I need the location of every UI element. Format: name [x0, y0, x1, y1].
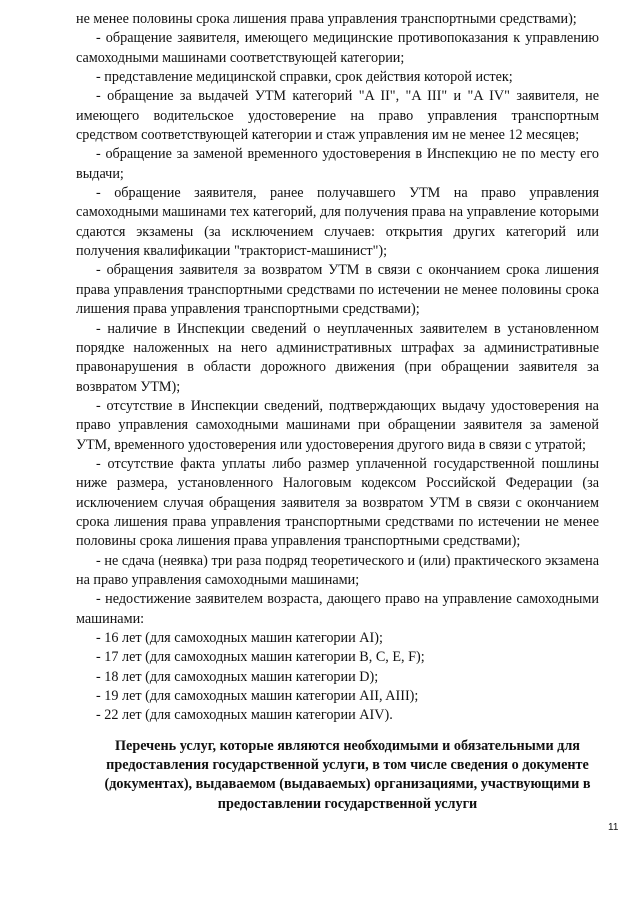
paragraph-medical-contraindications: - обращение заявителя, имеющего медицинские противопоказания к управлению самоходными машинами соответствующей категории; [76, 30, 599, 66]
paragraph-exam-failure: - не сдача (неявка) три раза подряд теоретического и (или) практического экзамена на право управления самоходными машинами; [76, 552, 599, 588]
paragraph-temporary-certificate: - обращение за заменой временного удостоверения в Инспекцию не по месту его выдачи; [76, 146, 599, 182]
page-number: 11 [608, 822, 619, 833]
body-text [76, 10, 599, 726]
age-item-ai: - 16 лет (для самоходных машин категории AI); [96, 630, 383, 646]
age-item-d: - 18 лет (для самоходных машин категории D); [96, 668, 379, 685]
paragraph-expired-medical-certificate: - представление медицинской справки, срок действия которой истек; [96, 69, 513, 86]
paragraph-age-requirement: - недостижение заявителем возраста, дающего право на управление самоходными машинами: [76, 591, 599, 627]
paragraph-utm-return: - обращения заявителя за возвратом УТМ в связи с окончанием срока лишения права управления транспортными средствами по истечении не менее половины срока лишения права управления транспортными средствами); [76, 262, 599, 318]
paragraph-continuation: не менее половины срока лишения права управления транспортными средствами); [76, 11, 577, 27]
age-item-b-c-e-f: - 17 лет (для самоходных машин категории B, C, E, F); [96, 649, 425, 666]
section-heading: Перечень услуг, которые являются необходимыми и обязательными для предоставления государственной услуги, в том числе сведения о документе (документах), выдаваемом (выдаваемых) организациями, участвующими в предоставлении государственной услуги [104, 738, 591, 812]
paragraph-previous-utm: - обращение заявителя, ранее получавшего УТМ на право управления самоходными машинами тех категорий, для получения права на управление которыми сдаются экзамены (за исключением случаев: открытия других категорий или получения квалификации "тракторист-машинист"); [76, 185, 599, 260]
paragraph-state-fee: - отсутствие факта уплаты либо размер уплаченной государственной пошлины ниже размера, установленного Налоговым кодексом Российской Федерации (за исключением случая обращения заявителя за возвратом УТМ в связи с окончанием срока лишения права управления транспортными средствами по истечении не менее половины срока лишения права управления транспортными средствами); [76, 455, 599, 550]
age-item-aii-aiii: - 19 лет (для самоходных машин категории AII, AIII); [96, 688, 419, 705]
age-item-aiv: - 22 лет (для самоходных машин категории AIV). [96, 707, 393, 724]
paragraph-unpaid-fines: - наличие в Инспекции сведений о неуплаченных заявителем в установленном порядке наложенных на него административных штрафах за административные правонарушения в области дорожного движения (при обращении заявителя за возвратом УТМ); [76, 320, 599, 395]
paragraph-missing-records: - отсутствие в Инспекции сведений, подтверждающих выдачу удостоверения на право управления самоходными машинами при обращении заявителя за заменой УТМ, временного удостоверения или удостоверения другого вида в связи с утратой; [76, 397, 599, 453]
paragraph-utm-categories-a: - обращение за выдачей УТМ категорий "A II", "A III" и "A IV" заявителя, не имеющего водительское удостоверение на право управления транспортным средством соответствующей категории и стаж управления им не менее 12 месяцев; [76, 88, 599, 144]
